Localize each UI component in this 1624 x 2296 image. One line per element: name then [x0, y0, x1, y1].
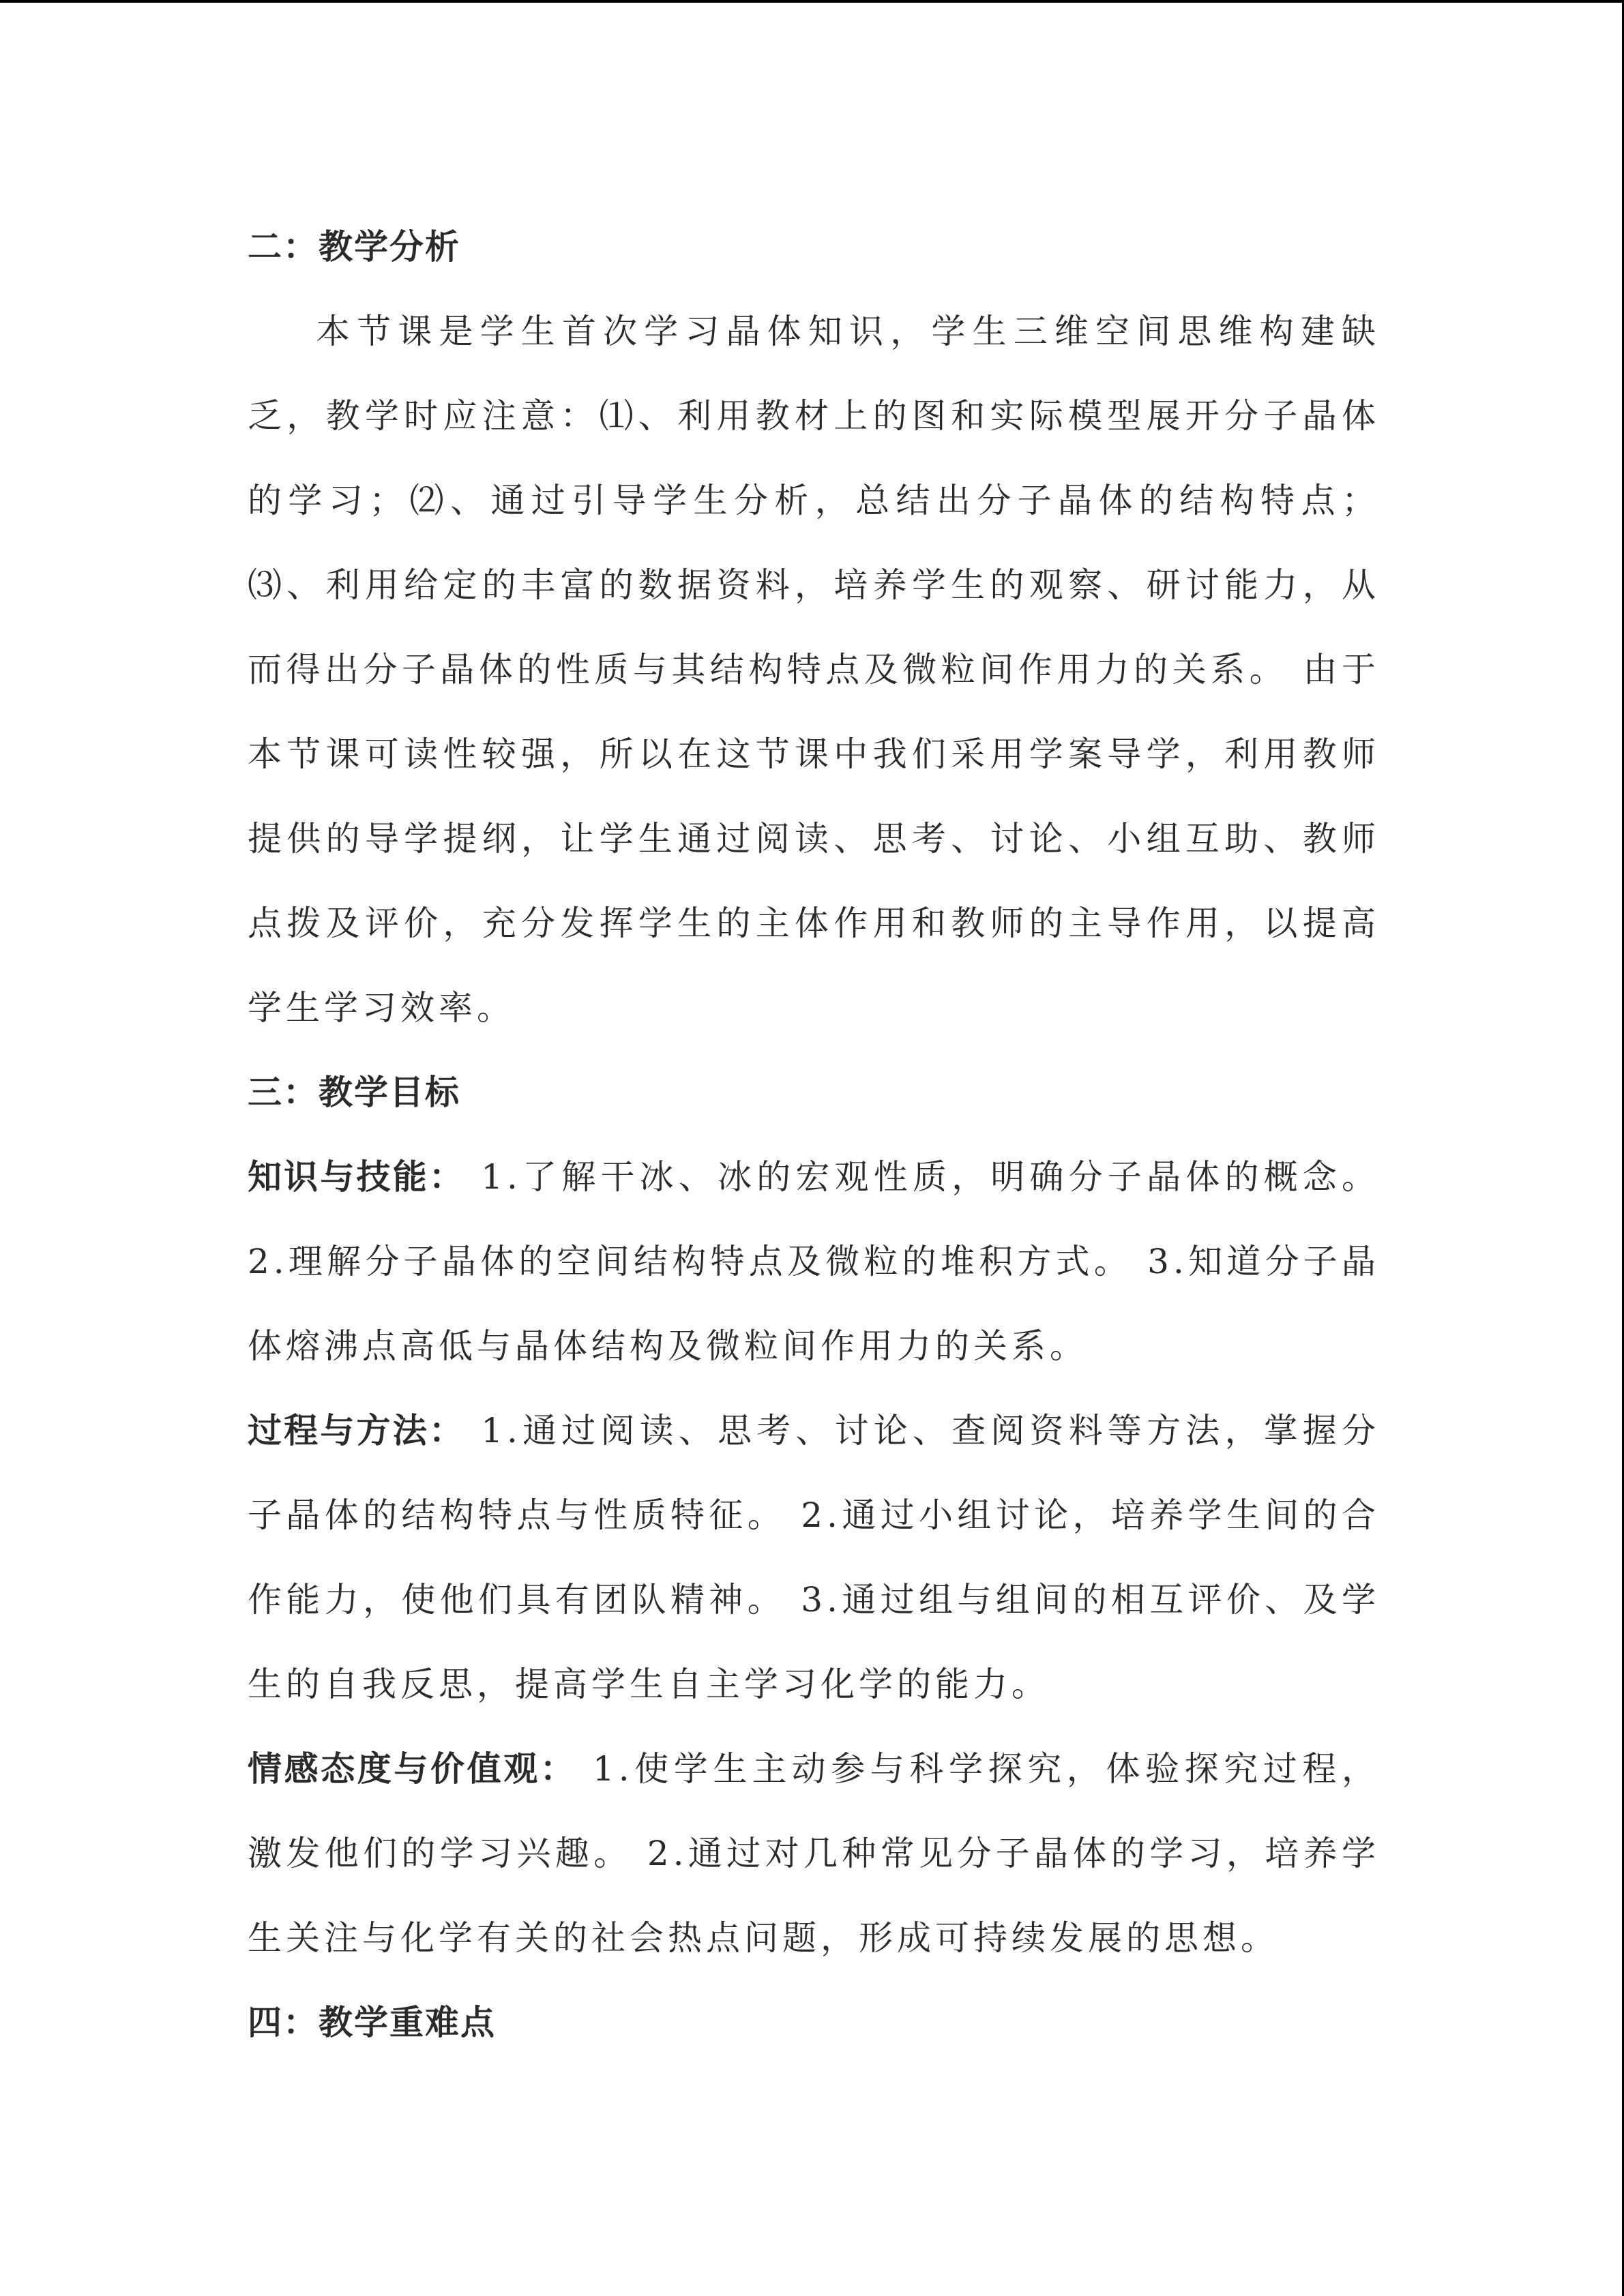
emotion-values-text: 1.使学生主动参与科学探究，体验探究过程，激发他们的学习兴趣。 2.通过对几种常见分子晶体的学习，培养学生关注与化学有关的社会热点问题，形成可持续发展的思想。 [248, 1749, 1380, 1958]
page-top-border [0, 0, 1624, 3]
section-3-heading: 三：教学目标 [248, 1073, 460, 1112]
emotion-values-paragraph [248, 1727, 1380, 1980]
emotion-values-label: 情感态度与价值观： [248, 1749, 577, 1789]
section-2-heading: 二：教学分析 [248, 227, 460, 267]
document-body [248, 205, 1380, 2065]
process-methods-text: 1.通过阅读、思考、讨论、查阅资料等方法，掌握分子晶体的结构特点与性质特征。 2.通过小组讨论，培养学生间的合作能力，使他们具有团队精神。 3.通过组与组间的相互评价、及学生的自我反思，提高学生自主学习化学的能力。 [248, 1411, 1380, 1704]
knowledge-skills-label: 知识与技能： [248, 1157, 466, 1197]
process-methods-label: 过程与方法： [248, 1411, 466, 1450]
section-2-paragraph: 本节课是学生首次学习晶体知识，学生三维空间思维构建缺乏，教学时应注意：⑴、利用教材上的图和实际模型展开分子晶体的学习；⑵、通过引导学生分析，总结出分子晶体的结构特点；⑶、利用给定的丰富的数据资料，培养学生的观察、研讨能力，从而得出分子晶体的性质与其结构特点及微粒间作用力的关系。 由于本节课可读性较强，所以在这节课中我们采用学案导学，利用教师提供的导学提纲，让学生通过阅读、思考、讨论、小组互助、教师点拨及评价，充分发挥学生的主体作用和教师的主导作用，以提高学生学习效率。 [248, 312, 1380, 1028]
knowledge-skills-text: 1.了解干冰、冰的宏观性质，明确分子晶体的概念。 2.理解分子晶体的空间结构特点及微粒的堆积方式。 3.知道分子晶体熔沸点高低与晶体结构及微粒间作用力的关系。 [248, 1157, 1380, 1366]
section-4-heading: 四：教学重难点 [248, 2003, 496, 2042]
process-methods-paragraph [248, 1388, 1380, 1727]
knowledge-skills-paragraph [248, 1135, 1380, 1388]
